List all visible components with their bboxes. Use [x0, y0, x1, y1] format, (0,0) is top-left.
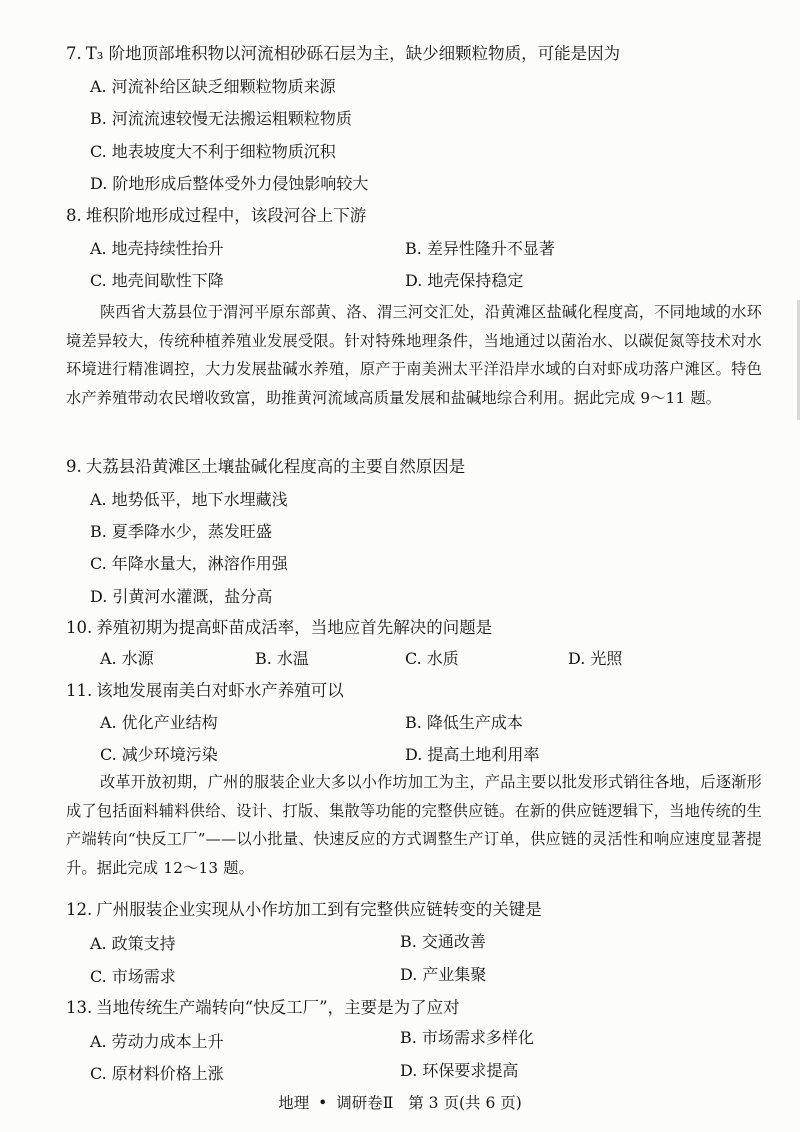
footer-dot: • [318, 1094, 328, 1112]
question-7 [66, 43, 620, 65]
question-11 [66, 680, 344, 702]
question-stem: 当地传统生产端转向“快反工厂”，主要是为了应对 [96, 998, 460, 1017]
option-8a: A. 地壳持续性抬升 [90, 239, 224, 258]
option-10b: B. 水温 [255, 649, 309, 668]
option-11a: A. 优化产业结构 [100, 713, 218, 732]
passage-text: 改革开放初期，广州的服装企业大多以小作坊加工为主，产品主要以批发形式销往各地，后逐渐形成了包括面料辅料供给、设计、打版、集散等功能的完整供应链。在新的供应链逻辑下，当地传统的生产端转向“快反工厂”——以小批量、快速反应的方式调整生产订单，供应链的灵活性和响应速度显著提升。据此完成 12～13 题。 [66, 773, 762, 877]
option-10c: C. 水质 [405, 649, 459, 668]
question-9 [66, 456, 465, 478]
option-9d: D. 引黄河水灌溉，盐分高 [90, 587, 273, 606]
option-7a: A. 河流补给区缺乏细颗粒物质来源 [90, 77, 336, 96]
option-12d: D. 产业集聚 [400, 965, 487, 984]
option-10d: D. 光照 [568, 649, 623, 668]
option-8c: C. 地壳间歇性下降 [90, 271, 224, 290]
question-stem: 堆积阶地形成过程中，该段河谷上下游 [85, 206, 367, 225]
passage-text: 陕西省大荔县位于渭河平原东部黄、洛、渭三河交汇处，沿黄滩区盐碱化程度高，不同地域的水环境差异较大，传统种植养殖业发展受限。针对特殊地理条件，当地通过以菌治水、以碳促氮等技术对水环境进行精准调控，大力发展盐碱水养殖，原产于南美洲太平洋沿岸水域的白对虾成功落户滩区。特色水产养殖带动农民增收致富，助推黄河流域高质量发展和盐碱地综合利用。据此完成 9～11 题。 [66, 303, 762, 407]
option-7d: D. 阶地形成后整体受外力侵蚀影响较大 [90, 174, 369, 193]
option-8b: B. 差异性隆升不显著 [405, 239, 555, 258]
option-7b: B. 河流流速较慢无法搬运粗颗粒物质 [90, 109, 352, 128]
question-stem: 养殖初期为提高虾苗成活率，当地应首先解决的问题是 [96, 618, 493, 637]
question-stem: 该地发展南美白对虾水产养殖可以 [96, 681, 344, 700]
question-10 [66, 617, 492, 639]
option-8d: D. 地壳保持稳定 [405, 271, 524, 290]
question-number: 7. [66, 44, 82, 63]
option-13b: B. 市场需求多样化 [400, 1028, 534, 1047]
option-11c: C. 减少环境污染 [100, 745, 218, 764]
passage-dali [66, 298, 762, 412]
question-number: 10. [66, 618, 93, 637]
footer-subject: 地理 [278, 1094, 310, 1112]
question-stem: 大荔县沿黄滩区土壤盐碱化程度高的主要自然原因是 [85, 457, 466, 476]
option-13c: C. 原材料价格上涨 [90, 1064, 224, 1083]
option-12c: C. 市场需求 [90, 967, 176, 986]
option-13d: D. 环保要求提高 [400, 1061, 519, 1080]
option-7c: C. 地表坡度大不利于细粒物质沉积 [90, 142, 336, 161]
option-11d: D. 提高土地利用率 [405, 745, 540, 764]
footer-page-number: 第 3 页(共 6 页) [408, 1094, 522, 1112]
option-12a: A. 政策支持 [90, 934, 176, 953]
option-9b: B. 夏季降水少，蒸发旺盛 [90, 522, 272, 541]
option-9c: C. 年降水量大，淋溶作用强 [90, 554, 288, 573]
passage-guangzhou [66, 768, 762, 882]
question-number: 13. [66, 998, 93, 1017]
option-11b: B. 降低生产成本 [405, 713, 523, 732]
option-10a: A. 水源 [100, 649, 154, 668]
question-stem: 广州服装企业实现从小作坊加工到有完整供应链转变的关键是 [96, 900, 542, 919]
question-12 [66, 899, 542, 921]
page-footer [0, 1092, 800, 1114]
option-9a: A. 地势低平，地下水埋藏浅 [90, 490, 288, 509]
question-8 [66, 205, 366, 227]
option-13a: A. 劳动力成本上升 [90, 1032, 224, 1051]
question-number: 12. [66, 900, 93, 919]
question-number: 11. [66, 681, 93, 700]
question-stem: T₃ 阶地顶部堆积物以河流相砂砾石层为主，缺少细颗粒物质，可能是因为 [85, 44, 621, 63]
option-12b: B. 交通改善 [400, 932, 486, 951]
question-number: 8. [66, 206, 82, 225]
question-number: 9. [66, 457, 82, 476]
question-13 [66, 997, 460, 1019]
footer-paper: 调研卷Ⅱ [336, 1094, 394, 1112]
